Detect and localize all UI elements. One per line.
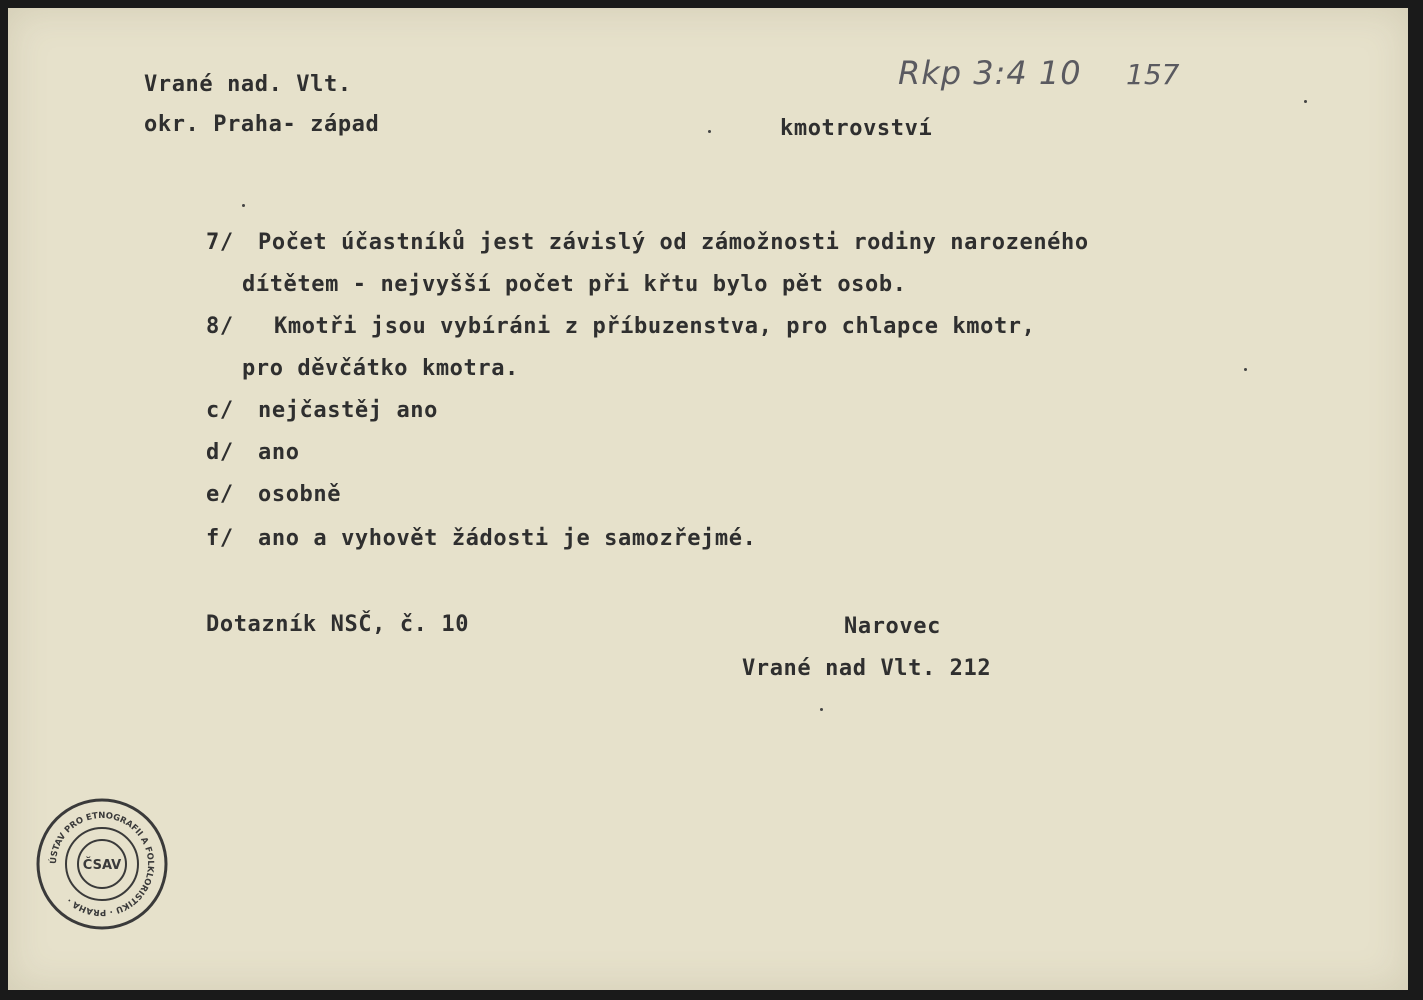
answer-text: ano [258, 440, 300, 465]
answer-text-cont: pro děvčátko kmotra. [242, 356, 519, 381]
answer-text-cont: dítětem - nejvyšší počet při křtu bylo pět osob. [242, 272, 907, 297]
stray-dot [820, 708, 823, 711]
answer-text: Počet účastníků jest závislý od zámožnosti rodiny narozeného [258, 230, 1089, 255]
stamp-ring-text: ÚSTAV PRO ETNOGRAFII A FOLKLORISTIKU · PRAHA · [48, 810, 156, 918]
answer-label: d/ [206, 440, 234, 465]
stray-dot [1304, 100, 1307, 103]
answer-text: Kmotři jsou vybíráni z příbuzenstva, pro chlapce kmotr, [274, 314, 1036, 339]
informant-address: Vrané nad Vlt. 212 [742, 656, 992, 681]
answer-label: c/ [206, 398, 234, 423]
institute-stamp [34, 796, 170, 932]
answer-label: 8/ [206, 314, 234, 339]
place-line-1: Vrané nad. Vlt. [144, 72, 352, 97]
category-label: kmotrovství [780, 116, 933, 141]
informant-name: Narovec [844, 614, 941, 639]
answer-label: e/ [206, 482, 234, 507]
questionnaire-reference: Dotazník NSČ, č. 10 [206, 612, 470, 637]
stray-dot [708, 130, 711, 133]
archive-reference: Rkp 3:4 10 [898, 54, 1082, 92]
stamp-center-text: ČSAV [82, 858, 122, 873]
stray-dot [1244, 368, 1247, 371]
place-line-2: okr. Praha- západ [144, 112, 380, 137]
answer-text: nejčastěj ano [258, 398, 438, 423]
stray-dot [242, 204, 245, 207]
answer-text: ano a vyhovět žádosti je samozřejmé. [258, 526, 757, 551]
archive-number: 157 [1126, 58, 1180, 91]
archive-card [8, 8, 1408, 990]
answer-label: f/ [206, 526, 234, 551]
answer-label: 7/ [206, 230, 234, 255]
answer-text: osobně [258, 482, 342, 507]
